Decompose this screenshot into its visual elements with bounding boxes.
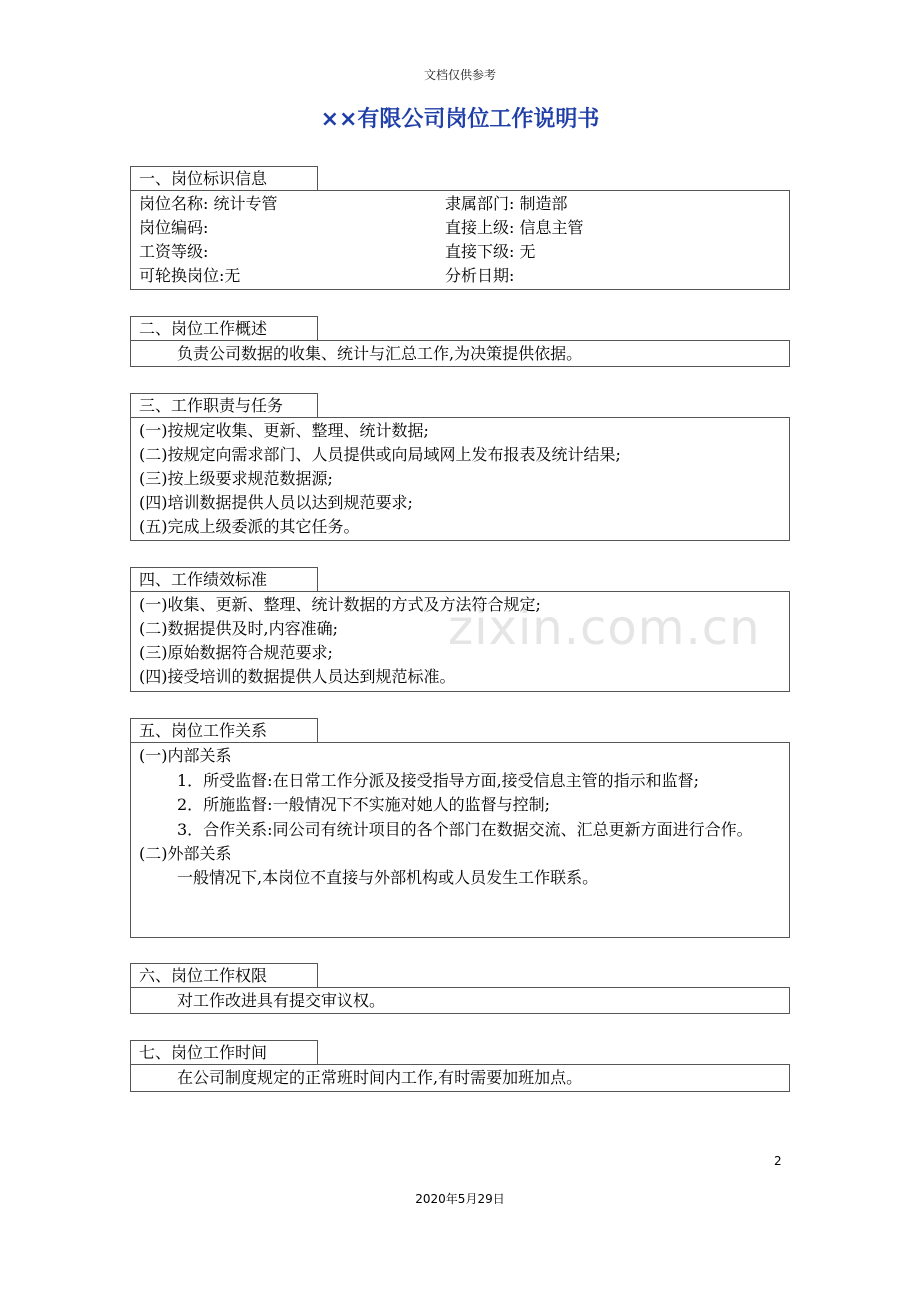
internal-relation-1: 1．所受监督:在日常工作分派及接受指导方面,接受信息主管的指示和监督; [177, 771, 700, 790]
direct-subordinate: 直接下级: 无 [445, 242, 536, 261]
list-item: (四)培训数据提供人员以达到规范要求; [139, 493, 413, 512]
analysis-date: 分析日期: [445, 266, 515, 285]
section-2-title: 二、岗位工作概述 [130, 316, 318, 340]
section-6-box [130, 987, 790, 1014]
internal-relations-heading: (一)内部关系 [139, 746, 232, 765]
position-code: 岗位编码: [139, 218, 209, 237]
list-item: (一)按规定收集、更新、整理、统计数据; [139, 421, 429, 440]
document-title: ××有限公司岗位工作说明书 [320, 107, 600, 132]
list-item: (三)按上级要求规范数据源; [139, 469, 333, 488]
section-3-box [130, 417, 790, 541]
work-time-text: 在公司制度规定的正常班时间内工作,有时需要加班加点。 [177, 1068, 583, 1087]
section-3-title: 三、工作职责与任务 [130, 393, 318, 417]
footer-date: 2020年5月29日 [415, 1192, 505, 1206]
section-5-title: 五、岗位工作关系 [130, 718, 318, 742]
section-1-box [130, 190, 790, 290]
section-5-box [130, 742, 790, 938]
section-7-box [130, 1064, 790, 1092]
watermark: zixin.com.cn [448, 600, 761, 656]
internal-relation-2: 2．所施监督:一般情况下不实施对她人的监督与控制; [177, 795, 550, 814]
authority-text: 对工作改进具有提交审议权。 [177, 991, 386, 1010]
header-note: 文档仅供参考 [423, 68, 496, 82]
external-relations-heading: (二)外部关系 [139, 844, 232, 863]
rotatable-position: 可轮换岗位:无 [139, 266, 241, 285]
list-item: (四)接受培训的数据提供人员达到规范标准。 [139, 667, 456, 686]
page-number: 2 [774, 1154, 782, 1168]
list-item: (五)完成上级委派的其它任务。 [139, 517, 360, 536]
section-4-title: 四、工作绩效标准 [130, 567, 318, 591]
direct-superior: 直接上级: 信息主管 [445, 218, 584, 237]
list-item: (一)收集、更新、整理、统计数据的方式及方法符合规定; [139, 595, 541, 614]
section-2-box [130, 340, 790, 367]
summary-text: 负责公司数据的收集、统计与汇总工作,为决策提供依据。 [177, 344, 583, 363]
internal-relation-3: 3．合作关系:同公司有统计项目的各个部门在数据交流、汇总更新方面进行合作。 [177, 820, 753, 839]
position-name: 岗位名称: 统计专管 [139, 194, 278, 213]
section-7-title: 七、岗位工作时间 [130, 1040, 318, 1064]
list-item: (二)按规定向需求部门、人员提供或向局域网上发布报表及统计结果; [139, 445, 621, 464]
salary-grade: 工资等级: [139, 242, 209, 261]
section-1-title: 一、岗位标识信息 [130, 166, 318, 190]
external-relation-text: 一般情况下,本岗位不直接与外部机构或人员发生工作联系。 [177, 868, 599, 887]
list-item: (三)原始数据符合规范要求; [139, 643, 333, 662]
department: 隶属部门: 制造部 [445, 194, 568, 213]
section-6-title: 六、岗位工作权限 [130, 963, 318, 987]
identity-grid [139, 192, 789, 288]
list-item: (二)数据提供及时,内容准确; [139, 619, 338, 638]
